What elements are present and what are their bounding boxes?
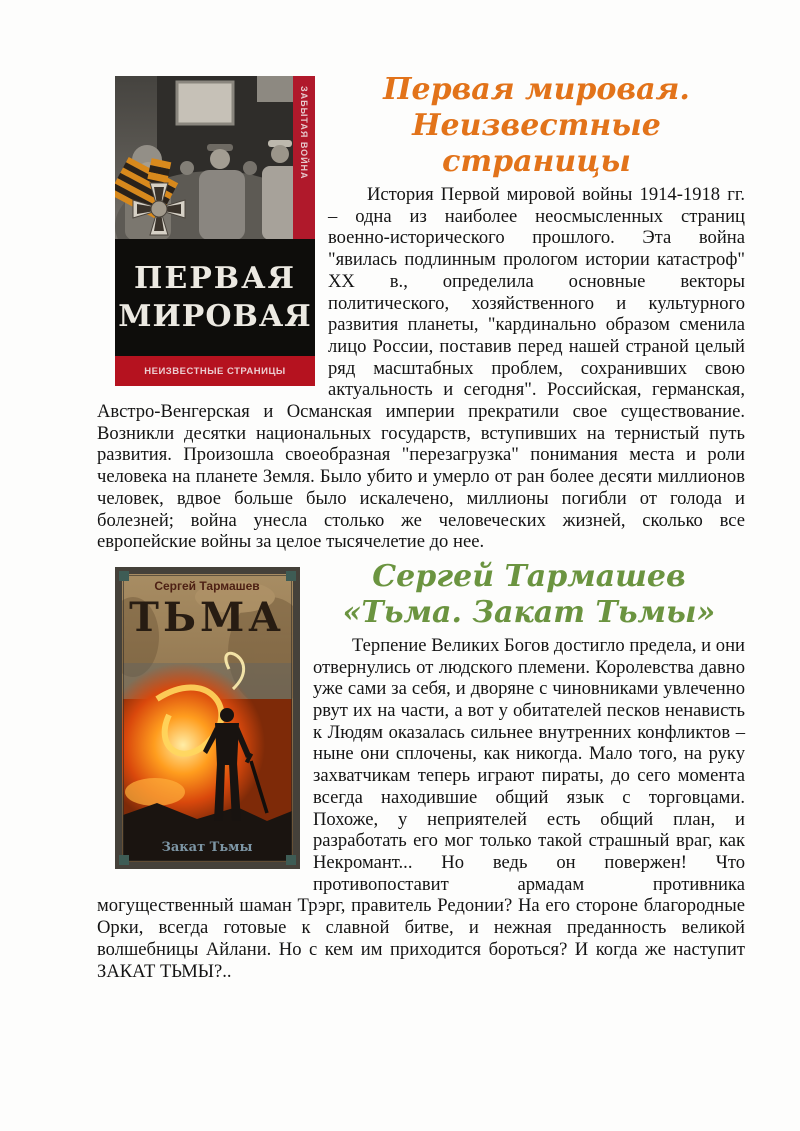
cover-title: ТЬМА bbox=[129, 593, 285, 641]
section-heading-ww1: Первая мировая. Неизвестные страницы bbox=[383, 72, 690, 179]
book-section-ww1 bbox=[97, 72, 745, 553]
heading-author-line: Сергей Тармашев bbox=[372, 558, 686, 594]
cover-subtitle: Закат Тьмы bbox=[161, 839, 253, 855]
title-band bbox=[115, 239, 315, 356]
cover-subtitle: НЕИЗВЕСТНЫЕ СТРАНИЦЫ bbox=[144, 366, 286, 377]
ww1-cover-image bbox=[115, 76, 315, 386]
book-cover-ww1 bbox=[115, 76, 315, 386]
spine-label: ЗАБЫТАЯ ВОЙНА bbox=[299, 86, 309, 180]
cover-author: Сергей Тармашев bbox=[154, 578, 260, 593]
book-section-tma bbox=[97, 559, 745, 982]
section-body-tma: Терпение Великих Богов достигло предела, и они отвернулись от людского племени. Королевства давно уже сами за себя, и дворяне с чиновниками увлеченно рвут их на части, а вот у обитателей песков ненависть к Людям оказалась сильнее внутренних конфликтов – ныне они сплочены, как никогда. Мало того, на руку захватчикам теперь играют пираты, до сего момента всегда находившие общий язык с торговцами. Похоже, у неприятелей есть общий план, и разработать его мог только такой страшный враг, как Некромант... Но ведь он повержен! Что противопоставит армадам противника могущественный шаман Трэрг, правитель Редонии? На его стороне благородные Орки, всегда готовые к славной битве, и нежная преданность великой волшебницы Айлани. Но с кем им приходится бороться? И когда же наступит ЗАКАТ ТЬМЫ?.. bbox=[97, 634, 745, 982]
cover-title-line2: МИРОВАЯ bbox=[118, 299, 312, 334]
cover-title-line1: ПЕРВАЯ bbox=[134, 261, 296, 296]
book-cover-tma bbox=[115, 567, 300, 869]
section-body-ww1: История Первой мировой войны 1914-1918 гг. – одна из наиболее неосмысленных страниц военно-исторического прошлого. Эта война "явилась подлинным прологом истории катастроф" ХХ в., определила основные векторы политического, хозяйственного и культурного развития планеты, "кардинально образом сменила лицо России, поставив перед нашей страной целый ряд масштабных проблем, сохранивших свою актуальность и сегодня". Российская, германская, Австро-Венгерская и Османская империи прекратили свое существование. Возникли десятки национальных государств, вступивших на тернистый путь развития. Произошла своеобразная "перезагрузка" понимания места и роли человека на планете Земля. Было убито и умерло от ран более десяти миллионов человек, вдвое больше было искалечено, миллионы погибли от голода и болезней; война унесла столько же человеческих жизней, сколько все европейские войны за целое тысячелетие до нее. bbox=[97, 184, 745, 553]
heading-title-line: «Тьма. Закат Тьмы» bbox=[342, 594, 716, 630]
tma-cover-image bbox=[115, 567, 300, 869]
